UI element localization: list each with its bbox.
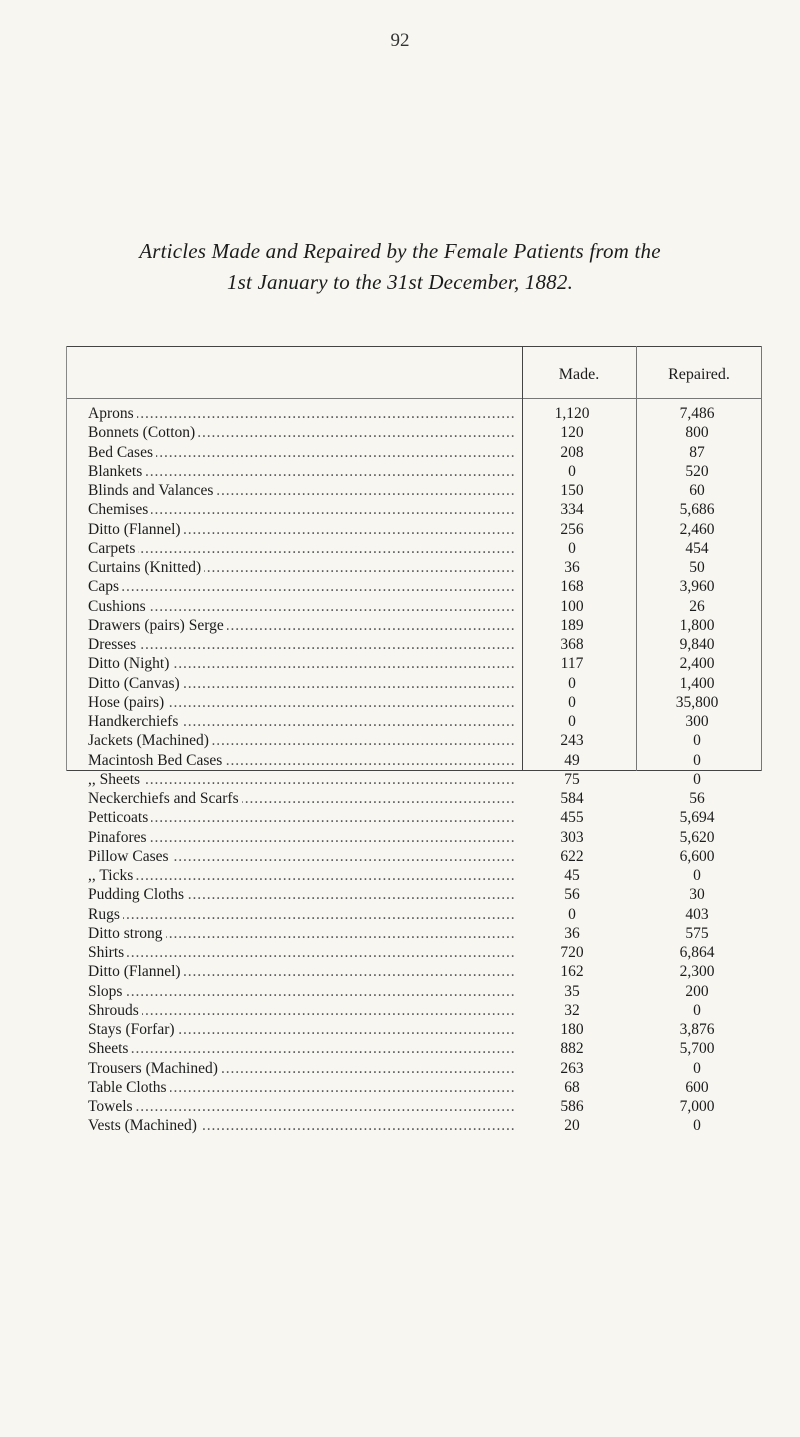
- header-made: Made.: [558, 366, 600, 383]
- article-name: [88, 751, 516, 770]
- article-name: [88, 443, 516, 462]
- table-row: [66, 577, 762, 596]
- article-name-text: Shrouds: [88, 1002, 142, 1019]
- article-name-text: Ditto strong: [88, 925, 166, 942]
- article-name: [88, 924, 516, 943]
- made-value: 0: [568, 674, 576, 692]
- article-name-text: Dresses: [88, 636, 139, 653]
- article-name-text: Trousers (Machined): [88, 1060, 221, 1077]
- repaired-value: 60: [689, 482, 705, 499]
- table-row: [66, 443, 762, 462]
- article-name-text: Ditto (Night): [88, 655, 172, 672]
- made-value: 49: [564, 751, 580, 769]
- article-name-text: Vests (Machined): [88, 1117, 200, 1134]
- made-value: 622: [560, 847, 584, 865]
- made-value: 45: [564, 867, 580, 884]
- made-value: 208: [560, 443, 584, 461]
- table-row: [66, 635, 762, 654]
- article-name: [88, 1078, 516, 1097]
- repaired-value: 2,460: [679, 520, 715, 538]
- table-row: [66, 943, 762, 962]
- repaired-value: 5,686: [679, 501, 715, 519]
- made-value: 168: [560, 578, 584, 596]
- made-value: 0: [568, 693, 576, 711]
- repaired-value: 0: [693, 867, 701, 884]
- made-value: 20: [564, 1117, 580, 1135]
- made-value: 36: [564, 559, 580, 576]
- article-name: [88, 905, 516, 924]
- table-row: [66, 1001, 762, 1020]
- repaired-value: 9,840: [679, 636, 715, 653]
- article-name-text: ,, Ticks: [88, 867, 136, 884]
- article-name-text: Ditto (Flannel): [88, 521, 184, 538]
- article-name-text: Sheets: [88, 1040, 131, 1057]
- repaired-value: 800: [685, 424, 709, 442]
- article-name-text: Pillow Cases: [88, 848, 172, 865]
- article-name-text: Slops: [88, 983, 125, 1000]
- article-name: [88, 577, 516, 596]
- article-name-text: Stays (Forfar): [88, 1021, 178, 1038]
- made-value: 180: [560, 1021, 584, 1038]
- article-name: [88, 731, 516, 750]
- repaired-value: 50: [689, 559, 705, 576]
- article-name-text: ,, Sheets: [88, 771, 143, 788]
- made-value: 75: [564, 770, 580, 788]
- article-name: [88, 770, 516, 789]
- article-name: [88, 962, 516, 981]
- repaired-value: 87: [689, 443, 705, 461]
- article-name: [88, 712, 516, 731]
- article-name: [88, 558, 516, 577]
- repaired-value: 0: [693, 732, 701, 750]
- table-row: [66, 462, 762, 481]
- made-value: 586: [560, 1098, 584, 1115]
- article-name-text: Carpets: [88, 540, 138, 557]
- article-name-text: Ditto (Canvas): [88, 675, 183, 692]
- made-value: 584: [560, 790, 584, 807]
- made-value: 243: [560, 732, 584, 750]
- repaired-value: 0: [693, 770, 701, 788]
- article-name: [88, 982, 516, 1001]
- article-name: [88, 1116, 516, 1135]
- page-title: [0, 236, 800, 298]
- article-name: [88, 616, 516, 635]
- article-name: [88, 481, 516, 500]
- table-row: [66, 520, 762, 539]
- repaired-value: 600: [685, 1078, 709, 1096]
- header-repaired: Repaired.: [668, 366, 730, 383]
- made-value: 162: [560, 963, 584, 981]
- table-row: [66, 905, 762, 924]
- page-number: 92: [390, 30, 410, 51]
- article-name: [88, 500, 516, 519]
- table-row: [66, 1020, 762, 1039]
- article-name-text: Cushions: [88, 598, 149, 615]
- article-name-text: Ditto (Flannel): [88, 963, 184, 980]
- repaired-value: 575: [685, 924, 709, 942]
- made-value: 0: [568, 905, 576, 923]
- article-name-text: Caps: [88, 578, 122, 595]
- table-row: [66, 847, 762, 866]
- article-name-text: Aprons: [88, 405, 137, 422]
- made-value: 150: [560, 482, 584, 499]
- table-row: [66, 808, 762, 827]
- made-value: 882: [560, 1040, 584, 1058]
- table-body: [66, 404, 762, 1136]
- made-value: 455: [560, 809, 584, 827]
- made-value: 368: [560, 636, 584, 653]
- article-name: [88, 597, 516, 616]
- article-name-text: Jackets (Machined): [88, 732, 212, 749]
- repaired-value: 520: [685, 462, 709, 480]
- repaired-value: 1,400: [679, 674, 715, 692]
- article-name-text: Towels: [88, 1098, 136, 1115]
- repaired-value: 2,300: [679, 963, 715, 981]
- article-name: [88, 808, 516, 827]
- table-row: [66, 539, 762, 558]
- table-row: [66, 1116, 762, 1135]
- article-name-text: Table Cloths: [88, 1079, 170, 1096]
- title-line-1: Articles Made and Repaired by the Female Patients from the: [139, 239, 661, 263]
- repaired-value: 26: [689, 597, 705, 615]
- table-row: [66, 982, 762, 1001]
- made-value: 117: [560, 655, 584, 673]
- article-name-text: Shirts: [88, 944, 127, 961]
- table-row: [66, 866, 762, 885]
- repaired-value: 454: [685, 539, 709, 557]
- made-value: 0: [568, 539, 576, 557]
- article-name-text: Neckerchiefs and Scarfs: [88, 790, 242, 807]
- article-name: [88, 828, 516, 847]
- article-name: [88, 789, 516, 808]
- table-row: [66, 693, 762, 712]
- made-value: 100: [560, 597, 584, 615]
- made-value: 36: [564, 924, 580, 942]
- made-value: 263: [560, 1059, 584, 1077]
- made-value: 32: [564, 1001, 580, 1019]
- made-value: 334: [560, 501, 584, 519]
- article-name-text: Drawers (pairs) Serge: [88, 617, 227, 634]
- article-name-text: Blankets: [88, 463, 145, 480]
- article-name: [88, 635, 516, 654]
- made-value: 56: [564, 886, 580, 904]
- repaired-value: 5,620: [679, 828, 715, 846]
- table-row: [66, 654, 762, 673]
- repaired-value: 7,486: [679, 405, 715, 422]
- table-row: [66, 1078, 762, 1097]
- repaired-value: 0: [693, 751, 701, 769]
- article-name: [88, 654, 516, 673]
- table-row: [66, 731, 762, 750]
- article-name: [88, 885, 516, 904]
- article-name: [88, 1039, 516, 1058]
- repaired-value: 0: [693, 1001, 701, 1019]
- table-row: [66, 423, 762, 442]
- made-value: 720: [560, 944, 584, 961]
- table-row: [66, 404, 762, 423]
- table-row: [66, 597, 762, 616]
- header-bottom-rule: [66, 398, 762, 399]
- article-name: [88, 1059, 516, 1078]
- table-row: [66, 962, 762, 981]
- repaired-value: 6,864: [679, 944, 715, 961]
- articles-table: [66, 346, 762, 1135]
- made-value: 68: [564, 1078, 580, 1096]
- article-name-text: Macintosh Bed Cases: [88, 752, 225, 769]
- article-name: [88, 404, 516, 423]
- repaired-value: 3,960: [679, 578, 715, 596]
- table-row: [66, 674, 762, 693]
- repaired-value: 0: [693, 1117, 701, 1135]
- article-name-text: Pinafores: [88, 829, 150, 846]
- table-row: [66, 924, 762, 943]
- table-row: [66, 616, 762, 635]
- made-value: 0: [568, 462, 576, 480]
- repaired-value: 35,800: [675, 693, 719, 711]
- article-name: [88, 1097, 516, 1116]
- made-value: 1,120: [554, 405, 590, 422]
- made-value: 35: [564, 982, 580, 1000]
- article-name: [88, 866, 516, 885]
- article-name-text: Chemises: [88, 501, 151, 518]
- table-row: [66, 828, 762, 847]
- article-name-text: Hose (pairs): [88, 694, 167, 711]
- article-name-text: Petticoats: [88, 809, 151, 826]
- made-value: 256: [560, 520, 584, 538]
- table-row: [66, 885, 762, 904]
- table-row: [66, 751, 762, 770]
- article-name-text: Bonnets (Cotton): [88, 424, 198, 441]
- repaired-value: 200: [685, 982, 709, 1000]
- table-row: [66, 1039, 762, 1058]
- table-row: [66, 1059, 762, 1078]
- repaired-value: 7,000: [679, 1098, 715, 1115]
- article-name: [88, 943, 516, 962]
- article-name: [88, 1001, 516, 1020]
- article-name: [88, 539, 516, 558]
- repaired-value: 30: [689, 886, 705, 904]
- repaired-value: 300: [685, 713, 709, 730]
- made-value: 0: [568, 713, 576, 730]
- article-name-text: Handkerchiefs: [88, 713, 181, 730]
- title-line-2: 1st January to the 31st December, 1882.: [226, 270, 574, 294]
- article-name: [88, 462, 516, 481]
- article-name: [88, 674, 516, 693]
- article-name: [88, 693, 516, 712]
- article-name: [88, 847, 516, 866]
- repaired-value: 5,700: [679, 1040, 715, 1058]
- table-row: [66, 481, 762, 500]
- article-name: [88, 520, 516, 539]
- table-row: [66, 789, 762, 808]
- article-name-text: Blinds and Valances: [88, 482, 216, 499]
- article-name: [88, 1020, 516, 1039]
- made-value: 189: [560, 616, 584, 634]
- made-value: 303: [560, 828, 584, 846]
- table-row: [66, 558, 762, 577]
- repaired-value: 6,600: [679, 847, 715, 865]
- repaired-value: 0: [693, 1059, 701, 1077]
- table-row: [66, 712, 762, 731]
- made-value: 120: [560, 424, 584, 442]
- repaired-value: 56: [689, 790, 705, 807]
- table-row: [66, 770, 762, 789]
- article-name-text: Bed Cases: [88, 444, 156, 461]
- table-row: [66, 1097, 762, 1116]
- repaired-value: 1,800: [679, 616, 715, 634]
- article-name-text: Pudding Cloths: [88, 886, 187, 903]
- article-name: [88, 423, 516, 442]
- article-name-text: Curtains (Knitted): [88, 559, 204, 576]
- table-row: [66, 500, 762, 519]
- article-name-text: Rugs: [88, 906, 123, 923]
- repaired-value: 2,400: [679, 655, 715, 673]
- table-top-rule: [66, 346, 762, 347]
- repaired-value: 3,876: [679, 1021, 715, 1038]
- repaired-value: 5,694: [679, 809, 715, 827]
- repaired-value: 403: [685, 905, 709, 923]
